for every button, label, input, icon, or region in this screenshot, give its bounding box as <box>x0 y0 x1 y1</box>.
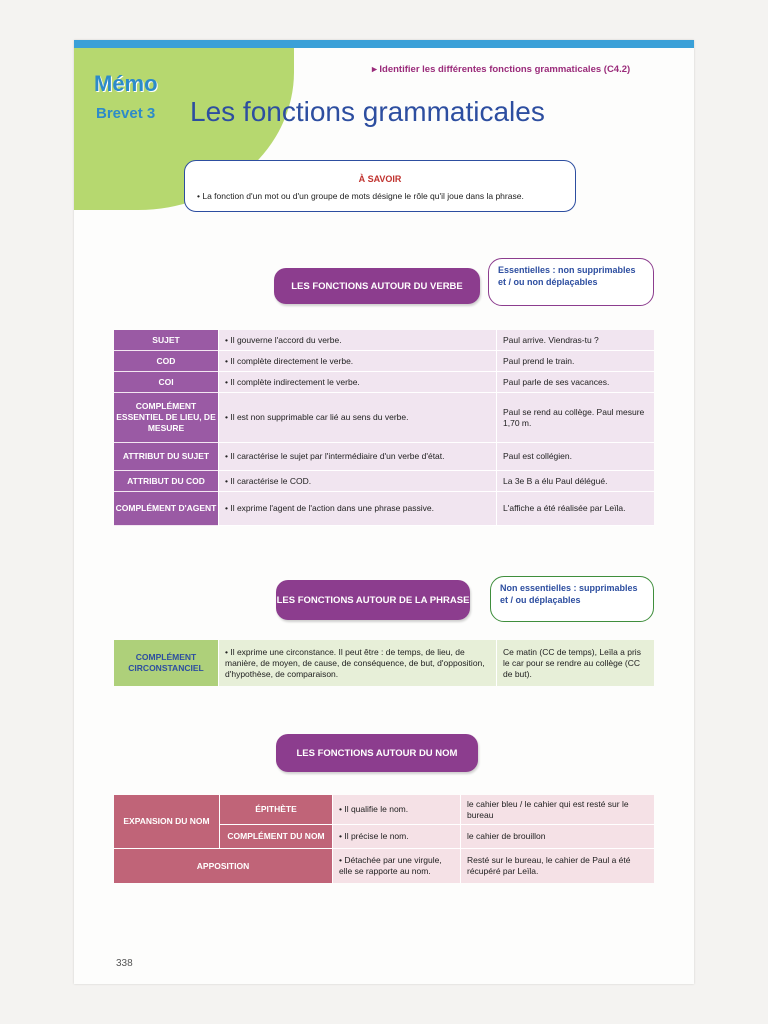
pill-verbe: LES FONCTIONS AUTOUR DU VERBE <box>274 268 480 304</box>
row-label: COMPLÉMENT ESSENTIEL DE LIEU, DE MESURE <box>114 393 218 443</box>
row-label: SUJET <box>114 330 218 351</box>
row-desc: • Il est non supprimable car lié au sens du verbe. <box>218 393 496 443</box>
row-desc: • Il qualifie le nom. <box>332 795 460 825</box>
page-number: 338 <box>116 958 133 969</box>
row-desc: • Il complète indirectement le verbe. <box>218 372 496 393</box>
row-example: Paul se rend au collège. Paul mesure 1,70 m. <box>496 393 654 443</box>
pill-nom: LES FONCTIONS AUTOUR DU NOM <box>276 734 478 772</box>
row-example: Paul prend le train. <box>496 351 654 372</box>
table-row <box>114 351 654 372</box>
row-example: Paul parle de ses vacances. <box>496 372 654 393</box>
note-verbe: Essentielles : non supprimables et / ou non déplaçables <box>488 258 654 306</box>
row-example: La 3e B a élu Paul délégué. <box>496 471 654 492</box>
row-label: ATTRIBUT DU SUJET <box>114 443 218 471</box>
savoir-box <box>184 160 576 212</box>
row-desc: • Il exprime une circonstance. Il peut être : de temps, de lieu, de manière, de moyen, de cause, de conséquence, de but, d'opposition, d'hypothèse, de comparaison. <box>218 640 496 686</box>
row-example: le cahier bleu / le cahier qui est resté sur le bureau <box>460 795 654 825</box>
skill-breadcrumb: ▸ Identifier les différentes fonctions grammaticales (C4.2) <box>372 64 631 75</box>
row-label: ÉPITHÈTE <box>220 795 332 825</box>
row-label: COD <box>114 351 218 372</box>
table-row <box>114 492 654 526</box>
table-nom <box>114 795 654 883</box>
row-label: COMPLÉMENT D'AGENT <box>114 492 218 526</box>
expansion-label: EXPANSION DU NOM <box>114 795 220 849</box>
textbook-page <box>74 40 694 984</box>
table-row <box>114 443 654 471</box>
savoir-text: • La fonction d'un mot ou d'un groupe de mots désigne le rôle qu'il joue dans la phrase. <box>197 191 524 201</box>
table-row <box>114 471 654 492</box>
memo-label: Mémo <box>94 71 158 96</box>
row-desc: • Il complète directement le verbe. <box>218 351 496 372</box>
row-desc: • Il précise le nom. <box>332 825 460 849</box>
row-label: COI <box>114 372 218 393</box>
pill-phrase: LES FONCTIONS AUTOUR DE LA PHRASE <box>276 580 470 620</box>
row-example: le cahier de brouillon <box>460 825 654 849</box>
table-row <box>220 795 654 825</box>
table-row <box>114 372 654 393</box>
page-title: Les fonctions grammaticales <box>190 96 545 127</box>
row-label: COMPLÉMENT DU NOM <box>220 825 332 849</box>
row-label: COMPLÉMENT CIRCONSTANCIEL <box>114 640 218 686</box>
table-row <box>114 330 654 351</box>
row-example: Paul arrive. Viendras-tu ? <box>496 330 654 351</box>
savoir-heading: À SAVOIR <box>358 174 402 184</box>
row-desc: • Détachée par une virgule, elle se rapporte au nom. <box>332 849 460 883</box>
table-row <box>114 849 654 883</box>
row-example: L'affiche a été réalisée par Leïla. <box>496 492 654 526</box>
row-desc: • Il gouverne l'accord du verbe. <box>218 330 496 351</box>
table-row <box>114 393 654 443</box>
row-label: APPOSITION <box>114 849 332 883</box>
table-row <box>220 825 654 849</box>
row-example: Ce matin (CC de temps), Leïla a pris le car pour se rendre au collège (CC de but). <box>496 640 654 686</box>
row-example: Resté sur le bureau, le cahier de Paul a été récupéré par Leïla. <box>460 849 654 883</box>
row-example: Paul est collégien. <box>496 443 654 471</box>
note-phrase: Non essentielles : supprimables et / ou déplaçables <box>490 576 654 622</box>
top-band <box>74 40 694 48</box>
row-label: ATTRIBUT DU COD <box>114 471 218 492</box>
table-row <box>114 640 654 686</box>
brevet-label: Brevet 3 <box>96 105 156 122</box>
row-desc: • Il exprime l'agent de l'action dans une phrase passive. <box>218 492 496 526</box>
row-desc: • Il caractérise le COD. <box>218 471 496 492</box>
row-desc: • Il caractérise le sujet par l'intermédiaire d'un verbe d'état. <box>218 443 496 471</box>
